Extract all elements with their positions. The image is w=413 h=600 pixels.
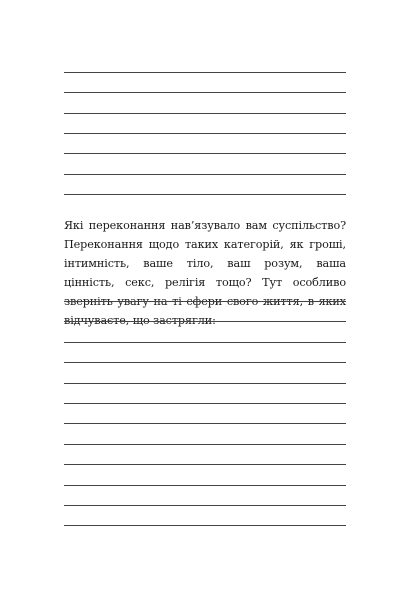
writing-line — [64, 444, 346, 445]
writing-line — [64, 113, 346, 114]
reflection-prompt: Які переконання нав’язувало вам суспільство? Переконання щодо таких категорій, як гроші, інтимність, ваше тіло, ваш розум, ваша цінність, секс, релігія тощо? Тут особливо зверніть увагу на ті сфери свого життя, в яких відчуваєте, що застрягли: — [64, 219, 346, 327]
writing-line — [64, 92, 346, 93]
writing-line — [64, 505, 346, 506]
writing-line — [64, 72, 346, 73]
writing-line — [64, 423, 346, 424]
writing-line — [64, 464, 346, 465]
writing-line — [64, 362, 346, 363]
writing-line — [64, 133, 346, 134]
writing-line — [64, 174, 346, 175]
writing-line — [64, 403, 346, 404]
writing-line — [64, 321, 346, 322]
writing-line — [64, 194, 346, 195]
writing-line — [64, 485, 346, 486]
writing-line — [64, 383, 346, 384]
writing-line — [64, 342, 346, 343]
writing-line — [64, 301, 346, 302]
writing-line — [64, 153, 346, 154]
writing-line — [64, 525, 346, 526]
